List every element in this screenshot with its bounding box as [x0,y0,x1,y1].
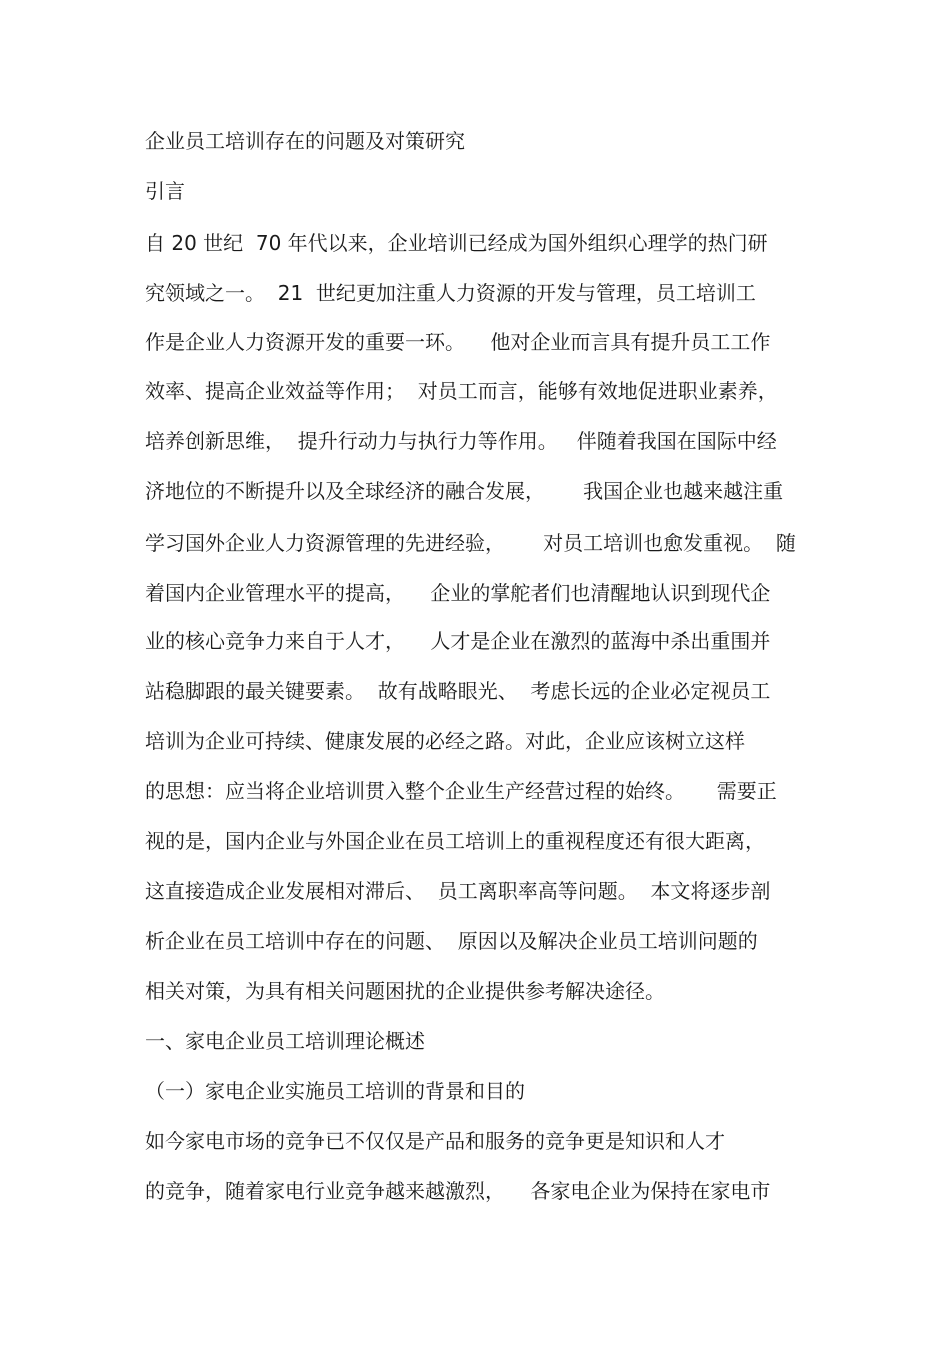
paragraph-line: 析企业在员工培训中存在的问题、 原因以及解决企业员工培训问题的 [145,929,758,953]
paragraph-line: 济地位的不断提升以及全球经济的融合发展， 我国企业也越来越注重 [145,479,784,503]
paragraph-line: 自 20 世纪 70 年代以来，企业培训已经成为国外组织心理学的热门研 [145,231,768,255]
paragraph-line: 业的核心竞争力来自于人才， 人才是企业在激烈的蓝海中杀出重围并 [145,629,771,653]
paragraph-line: 这直接造成企业发展相对滞后、 员工离职率高等问题。 本文将逐步剖 [145,879,771,903]
paragraph-line: 站稳脚跟的最关键要素。 故有战略眼光、 考虑长远的企业必定视员工 [145,679,771,703]
paragraph-line: 效率、提高企业效益等作用； 对员工而言，能够有效地促进职业素养， [145,379,778,403]
paragraph-line: 作是企业人力资源开发的重要一环。 他对企业而言具有提升员工工作 [145,330,771,354]
document-title: 企业员工培训存在的问题及对策研究 [145,129,465,153]
paragraph-line: 着国内企业管理水平的提高， 企业的掌舵者们也清醒地认识到现代企 [145,581,771,605]
paragraph-line: 培训为企业可持续、健康发展的必经之路。对此，企业应该树立这样 [145,729,745,753]
paragraph-line: 究领域之一。 21 世纪更加注重人力资源的开发与管理，员工培训工 [145,281,756,305]
paragraph-line: 视的是，国内企业与外国企业在员工培训上的重视程度还有很大距离， [145,829,765,853]
paragraph-line: 的思想：应当将企业培训贯入整个企业生产经营过程的始终。 需要正 [145,779,777,803]
paragraph-line: 如今家电市场的竞争已不仅仅是产品和服务的竞争更是知识和人才 [145,1129,725,1153]
paragraph-line: 的竞争，随着家电行业竞争越来越激烈， 各家电企业为保持在家电市 [145,1179,771,1203]
section-heading: 一、家电企业员工培训理论概述 [145,1029,425,1053]
paragraph-line: 培养创新思维， 提升行动力与执行力等作用。 伴随着我国在国际中经 [145,429,777,453]
paragraph-line: 学习国外企业人力资源管理的先进经验， 对员工培训也愈发重视。 随 [145,531,796,555]
subsection-heading: （一）家电企业实施员工培训的背景和目的 [145,1079,525,1103]
paragraph-line: 相关对策，为具有相关问题困扰的企业提供参考解决途径。 [145,979,665,1003]
intro-heading: 引言 [145,179,185,203]
